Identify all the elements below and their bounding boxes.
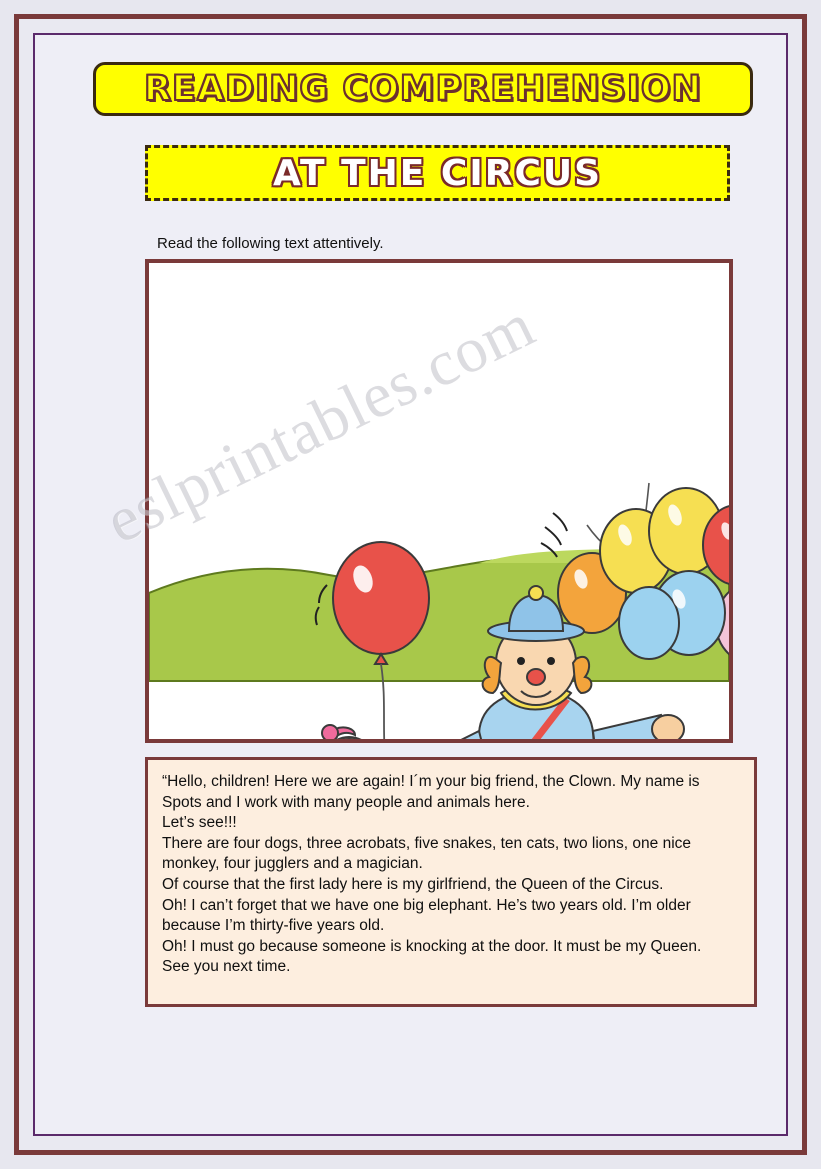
- reading-paragraph: Let’s see!!!: [162, 814, 237, 832]
- reading-paragraph: See you next time.: [162, 958, 291, 976]
- reading-paragraph: There are four dogs, three acrobats, five snakes, ten cats, two lions, one nice monkey, four jugglers and a magician.: [162, 834, 692, 873]
- reading-paragraph: “Hello, children! Here we are again! I´m your big friend, the Clown. My name is Spots and I work with many people and animals here.: [162, 773, 700, 811]
- title-banner: [93, 62, 753, 116]
- page-subtitle: AT THE CIRCUS: [272, 152, 603, 194]
- subtitle-banner: [145, 145, 730, 201]
- outer-border: [14, 14, 807, 1155]
- illustration-frame: [145, 259, 733, 743]
- instruction-text: Read the following text attentively.: [157, 235, 384, 252]
- reading-paragraph: Oh! I must go because someone is knocking at the door. It must be my Queen.: [162, 937, 702, 955]
- inner-border: [33, 33, 788, 1136]
- reading-paragraph: Of course that the first lady here is my girlfriend, the Queen of the Circus.: [162, 876, 664, 894]
- clown-illustration: [149, 263, 729, 739]
- page-title: READING COMPREHENSION: [144, 69, 702, 109]
- reading-text-box: [145, 757, 757, 1007]
- reading-paragraph: Oh! I can’t forget that we have one big elephant. He’s two years old. I’m older because I’m thirty-five years old.: [162, 896, 691, 935]
- watermark: eslprintables.com: [94, 288, 546, 557]
